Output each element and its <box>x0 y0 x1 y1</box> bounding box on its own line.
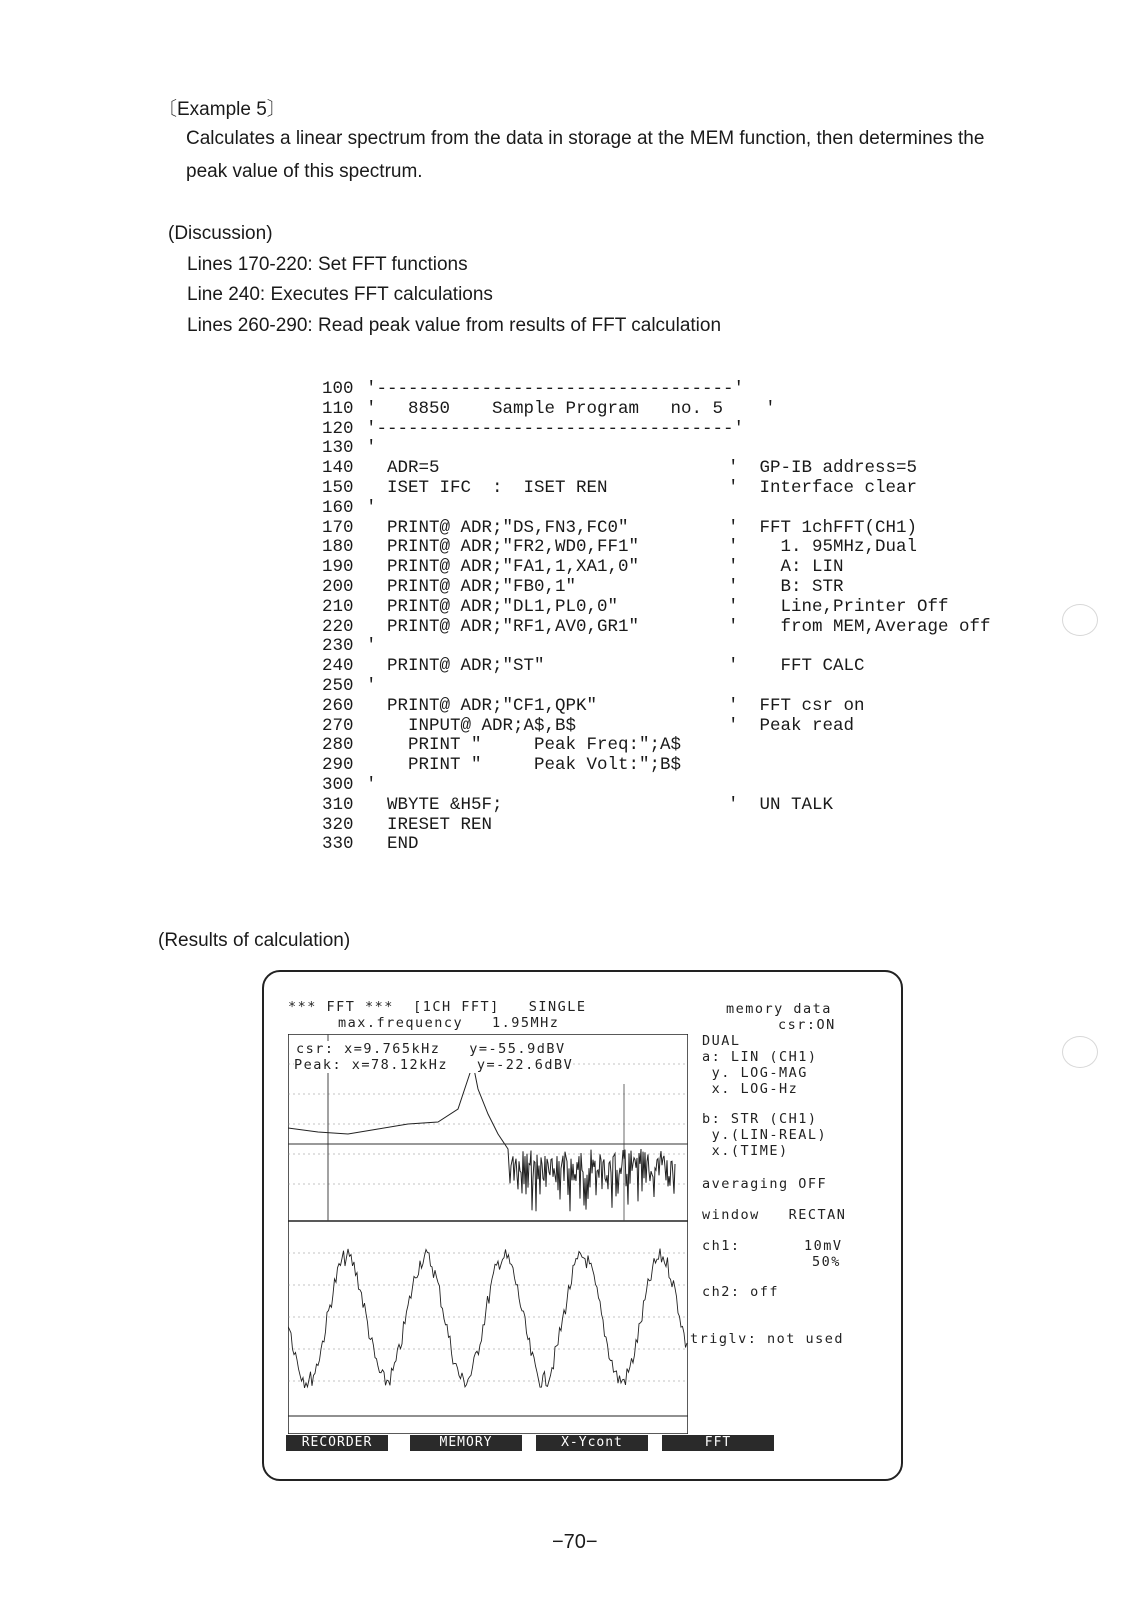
code-text: PRINT " Peak Freq:";A$ <box>366 735 682 756</box>
example-title: 〔Example 5〕 <box>158 99 286 120</box>
code-line <box>322 677 1022 697</box>
code-text: PRINT@ ADR;"FR2,WD0,FF1" <box>366 537 640 558</box>
screen-a-lin: a: LIN (CH1) <box>702 1049 818 1065</box>
screen-b-x: x.(TIME) <box>702 1143 789 1159</box>
line-number: 330 <box>322 834 354 855</box>
screen-csr-on: csr:ON <box>778 1017 836 1033</box>
code-text: PRINT " Peak Volt:";B$ <box>366 755 682 776</box>
code-line <box>322 756 1022 776</box>
code-line <box>322 400 1022 420</box>
line-number: 310 <box>322 794 354 815</box>
line-number: 170 <box>322 517 354 538</box>
code-text: END <box>366 834 419 855</box>
menu-xycont[interactable]: X-Ycont <box>536 1435 648 1451</box>
code-line <box>322 519 1022 539</box>
discussion-line-1: Lines 170-220: Set FFT functions <box>187 254 468 275</box>
line-number: 270 <box>322 715 354 736</box>
code-line <box>322 420 1022 440</box>
line-number: 300 <box>322 774 354 795</box>
line-number: 230 <box>322 636 354 657</box>
code-comment: ' B: STR <box>728 576 844 597</box>
code-text: ' <box>366 675 377 696</box>
line-number: 210 <box>322 596 354 617</box>
screen-dual: DUAL <box>702 1033 741 1049</box>
intro-line-2: peak value of this spectrum. <box>186 161 423 182</box>
line-number: 200 <box>322 576 354 597</box>
code-text: '----------------------------------' <box>366 379 745 399</box>
code-text: '----------------------------------' <box>366 418 745 439</box>
screen-memory-data: memory data <box>726 1001 832 1017</box>
code-line <box>322 380 1022 400</box>
line-number: 180 <box>322 537 354 558</box>
line-number: 260 <box>322 695 354 716</box>
screen-header-1: *** FFT *** [1CH FFT] SINGLE <box>288 999 587 1015</box>
code-comment: ' FFT 1chFFT(CH1) <box>728 517 918 538</box>
code-line <box>322 697 1022 717</box>
code-line <box>322 499 1022 519</box>
screen-b-y: y.(LIN-REAL) <box>702 1127 828 1143</box>
code-comment: ' 1. 95MHz,Dual <box>728 537 918 558</box>
line-number: 110 <box>322 398 354 419</box>
code-text: IRESET REN <box>366 814 493 835</box>
line-number: 280 <box>322 735 354 756</box>
punch-hole-mark <box>1062 1036 1098 1068</box>
punch-hole-mark <box>1062 604 1098 636</box>
code-line <box>322 717 1022 737</box>
code-text: ADR=5 <box>366 458 440 479</box>
discussion-line-3: Lines 260-290: Read peak value from results of FFT calculation <box>187 315 722 336</box>
code-line <box>322 439 1022 459</box>
screen-a-x: x. LOG-Hz <box>702 1081 799 1097</box>
screen-ch2: ch2: off <box>702 1284 780 1300</box>
code-line <box>322 796 1022 816</box>
code-line <box>322 578 1022 598</box>
line-number: 290 <box>322 755 354 776</box>
screen-ch1: ch1: <box>702 1238 741 1254</box>
screen-ch1-pos: 50% <box>812 1254 841 1270</box>
code-line <box>322 776 1022 796</box>
code-text: PRINT@ ADR;"FB0,1" <box>366 576 577 597</box>
code-comment: ' A: LIN <box>728 557 844 578</box>
code-text: WBYTE &H5F; <box>366 794 503 815</box>
menu-memory[interactable]: MEMORY <box>410 1435 522 1451</box>
line-number: 140 <box>322 458 354 479</box>
code-text: INPUT@ ADR;A$,B$ <box>366 715 577 736</box>
peak-readout: Peak: x=78.12kHz y=-22.6dBV <box>294 1057 574 1073</box>
discussion-title: (Discussion) <box>168 223 273 244</box>
code-line <box>322 618 1022 638</box>
code-text: ISET IFC : ISET REN <box>366 477 608 498</box>
screen-ch1-range: 10mV <box>804 1238 843 1254</box>
screen-a-y: y. LOG-MAG <box>702 1065 808 1081</box>
code-text: PRINT@ ADR;"DS,FN3,FC0" <box>366 517 629 538</box>
waveform-trace <box>288 1249 687 1388</box>
code-text: PRINT@ ADR;"FA1,1,XA1,0" <box>366 557 640 578</box>
code-comment: ' UN TALK <box>728 794 834 815</box>
screen-header-2: max.frequency 1.95MHz <box>338 1015 560 1031</box>
results-title: (Results of calculation) <box>158 930 351 951</box>
menu-recorder[interactable]: RECORDER <box>286 1435 388 1451</box>
code-line <box>322 835 1022 855</box>
screen-b-str: b: STR (CH1) <box>702 1111 818 1127</box>
code-text: ' <box>366 438 377 459</box>
csr-readout: csr: x=9.765kHz y=-55.9dBV <box>296 1041 566 1057</box>
code-text: ' <box>366 774 377 795</box>
screen-triglv: triglv: not used <box>690 1331 845 1347</box>
code-text: PRINT@ ADR;"CF1,QPK" <box>366 695 598 716</box>
line-number: 130 <box>322 438 354 459</box>
code-comment: ' Peak read <box>728 715 855 736</box>
code-text: PRINT@ ADR;"RF1,AV0,GR1" <box>366 616 640 637</box>
line-number: 250 <box>322 675 354 696</box>
fft-plot <box>288 1034 688 1434</box>
code-comment: ' FFT csr on <box>728 695 865 716</box>
code-text: PRINT@ ADR;"DL1,PL0,0" <box>366 596 619 617</box>
spectrum-trace <box>288 1064 675 1211</box>
code-comment: ' Interface clear <box>728 477 918 498</box>
code-line <box>322 816 1022 836</box>
code-text: ' <box>366 636 377 657</box>
code-line <box>322 657 1022 677</box>
line-number: 190 <box>322 557 354 578</box>
code-line <box>322 538 1022 558</box>
code-comment: ' FFT CALC <box>728 656 865 677</box>
code-line <box>322 558 1022 578</box>
line-number: 120 <box>322 418 354 439</box>
line-number: 240 <box>322 656 354 677</box>
screen-window: window RECTAN <box>702 1207 847 1223</box>
code-comment: ' GP-IB address=5 <box>728 458 918 479</box>
line-number: 220 <box>322 616 354 637</box>
code-text: ' 8850 Sample Program no. 5 ' <box>366 398 776 419</box>
code-line <box>322 479 1022 499</box>
code-listing <box>322 380 1022 855</box>
menu-fft[interactable]: FFT <box>662 1435 774 1451</box>
code-comment: ' Line,Printer Off <box>728 596 949 617</box>
code-line <box>322 637 1022 657</box>
page-number: −70− <box>552 1531 598 1553</box>
code-text: PRINT@ ADR;"ST" <box>366 656 545 677</box>
screen-averaging: averaging OFF <box>702 1176 828 1192</box>
intro-line-1: Calculates a linear spectrum from the data in storage at the MEM function, then determines the <box>186 128 985 149</box>
line-number: 320 <box>322 814 354 835</box>
code-comment: ' from MEM,Average off <box>728 616 991 637</box>
code-text: ' <box>366 497 377 518</box>
discussion-line-2: Line 240: Executes FFT calculations <box>187 284 493 305</box>
code-line <box>322 459 1022 479</box>
code-line <box>322 598 1022 618</box>
line-number: 160 <box>322 497 354 518</box>
line-number: 150 <box>322 477 354 498</box>
code-line <box>322 736 1022 756</box>
line-number: 100 <box>322 379 354 399</box>
